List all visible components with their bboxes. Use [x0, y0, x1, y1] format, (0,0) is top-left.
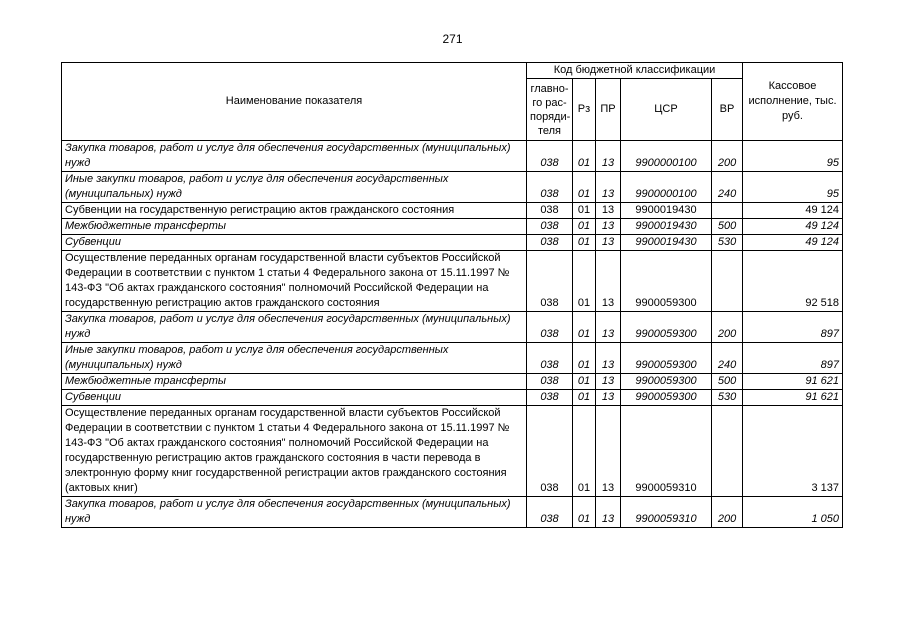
- cell-rz: 01: [573, 203, 596, 219]
- cell-name: Закупка товаров, работ и услуг для обеспечения государственных (муниципальных) нужд: [62, 141, 527, 172]
- cell-rz: 01: [573, 172, 596, 203]
- cell-vr: [712, 203, 743, 219]
- cell-name: Субвенции на государственную регистрацию актов гражданского состояния: [62, 203, 527, 219]
- table-row: [62, 141, 843, 172]
- cell-grbs: 038: [527, 219, 573, 235]
- cell-grbs: 038: [527, 312, 573, 343]
- header-name: Наименование показателя: [62, 63, 527, 141]
- cell-amount: 91 621: [743, 374, 843, 390]
- cell-name: Субвенции: [62, 390, 527, 406]
- cell-pr: 13: [596, 235, 621, 251]
- cell-amount: 897: [743, 343, 843, 374]
- header-rz: Рз: [573, 79, 596, 141]
- cell-rz: 01: [573, 235, 596, 251]
- cell-grbs: 038: [527, 203, 573, 219]
- header-classification-group: Код бюджетной классификации: [527, 63, 743, 79]
- table-row: [62, 390, 843, 406]
- cell-amount: 49 124: [743, 235, 843, 251]
- cell-pr: 13: [596, 406, 621, 497]
- cell-name: Закупка товаров, работ и услуг для обеспечения государственных (муниципальных) нужд: [62, 312, 527, 343]
- cell-rz: 01: [573, 219, 596, 235]
- cell-csr: 9900019430: [621, 235, 712, 251]
- cell-csr: 9900019430: [621, 203, 712, 219]
- cell-amount: 1 050: [743, 497, 843, 528]
- cell-pr: 13: [596, 390, 621, 406]
- cell-csr: 9900059300: [621, 343, 712, 374]
- cell-rz: 01: [573, 343, 596, 374]
- cell-rz: 01: [573, 390, 596, 406]
- cell-csr: 9900059300: [621, 390, 712, 406]
- table-row: [62, 406, 843, 497]
- cell-rz: 01: [573, 312, 596, 343]
- cell-grbs: 038: [527, 497, 573, 528]
- cell-name: Осуществление переданных органам государственной власти субъектов Российской Федерации в соответствии с пунктом 1 статьи 4 Федерального закона от 15.11.1997 № 143-ФЗ "Об актах гражданского состояния" полномочий Российской Федерации на государственную регистрацию актов гражданского состояния: [62, 251, 527, 312]
- cell-amount: 95: [743, 172, 843, 203]
- header-vr: ВР: [712, 79, 743, 141]
- cell-rz: 01: [573, 497, 596, 528]
- table-body: [62, 141, 843, 528]
- budget-table: [61, 62, 843, 528]
- table-row: [62, 312, 843, 343]
- cell-grbs: 038: [527, 235, 573, 251]
- cell-amount: 897: [743, 312, 843, 343]
- cell-grbs: 038: [527, 172, 573, 203]
- cell-vr: 200: [712, 141, 743, 172]
- cell-pr: 13: [596, 203, 621, 219]
- cell-name: Иные закупки товаров, работ и услуг для обеспечения государственных (муниципальных) нужд: [62, 172, 527, 203]
- cell-vr: 240: [712, 343, 743, 374]
- header-grbs: главно-го рас-поряди-теля: [527, 79, 573, 141]
- table-row: [62, 235, 843, 251]
- table-row: [62, 343, 843, 374]
- cell-rz: 01: [573, 374, 596, 390]
- cell-vr: 200: [712, 497, 743, 528]
- cell-name: Осуществление переданных органам государственной власти субъектов Российской Федерации в соответствии с пунктом 1 статьи 4 Федерального закона от 15.11.1997 № 143-ФЗ "Об актах гражданского состояния" полномочий Российской Федерации на государственную регистрацию актов гражданского состояния в части перевода в электронную форму книг государственной регистрации актов гражданского состояния (актовых книг): [62, 406, 527, 497]
- cell-amount: 3 137: [743, 406, 843, 497]
- cell-grbs: 038: [527, 390, 573, 406]
- cell-rz: 01: [573, 406, 596, 497]
- table-row: [62, 374, 843, 390]
- cell-vr: [712, 406, 743, 497]
- cell-pr: 13: [596, 251, 621, 312]
- cell-csr: 9900059300: [621, 374, 712, 390]
- cell-csr: 9900000100: [621, 141, 712, 172]
- cell-amount: 91 621: [743, 390, 843, 406]
- table-row: [62, 203, 843, 219]
- cell-amount: 49 124: [743, 219, 843, 235]
- cell-grbs: 038: [527, 374, 573, 390]
- table-header: [62, 63, 843, 141]
- cell-grbs: 038: [527, 141, 573, 172]
- cell-pr: 13: [596, 172, 621, 203]
- cell-grbs: 038: [527, 251, 573, 312]
- cell-csr: 9900019430: [621, 219, 712, 235]
- cell-pr: 13: [596, 219, 621, 235]
- cell-amount: 49 124: [743, 203, 843, 219]
- cell-pr: 13: [596, 343, 621, 374]
- cell-vr: 200: [712, 312, 743, 343]
- cell-name: Закупка товаров, работ и услуг для обеспечения государственных (муниципальных) нужд: [62, 497, 527, 528]
- table-row: [62, 172, 843, 203]
- cell-name: Иные закупки товаров, работ и услуг для обеспечения государственных (муниципальных) нужд: [62, 343, 527, 374]
- cell-rz: 01: [573, 141, 596, 172]
- cell-pr: 13: [596, 497, 621, 528]
- header-csr: ЦСР: [621, 79, 712, 141]
- cell-vr: [712, 251, 743, 312]
- cell-amount: 92 518: [743, 251, 843, 312]
- cell-csr: 9900059300: [621, 312, 712, 343]
- cell-grbs: 038: [527, 343, 573, 374]
- header-pr: ПР: [596, 79, 621, 141]
- page-number: 271: [442, 32, 463, 46]
- cell-vr: 530: [712, 390, 743, 406]
- cell-csr: 9900059300: [621, 251, 712, 312]
- cell-pr: 13: [596, 374, 621, 390]
- cell-vr: 500: [712, 219, 743, 235]
- table-row: [62, 251, 843, 312]
- cell-name: Межбюджетные трансферты: [62, 374, 527, 390]
- cell-vr: 530: [712, 235, 743, 251]
- cell-csr: 9900059310: [621, 406, 712, 497]
- header-amount: Кассовое исполнение, тыс. руб.: [743, 63, 843, 141]
- cell-pr: 13: [596, 312, 621, 343]
- cell-rz: 01: [573, 251, 596, 312]
- cell-csr: 9900000100: [621, 172, 712, 203]
- cell-pr: 13: [596, 141, 621, 172]
- cell-vr: 500: [712, 374, 743, 390]
- cell-amount: 95: [743, 141, 843, 172]
- cell-vr: 240: [712, 172, 743, 203]
- table-row: [62, 219, 843, 235]
- cell-name: Межбюджетные трансферты: [62, 219, 527, 235]
- table-row: [62, 497, 843, 528]
- cell-csr: 9900059310: [621, 497, 712, 528]
- cell-name: Субвенции: [62, 235, 527, 251]
- cell-grbs: 038: [527, 406, 573, 497]
